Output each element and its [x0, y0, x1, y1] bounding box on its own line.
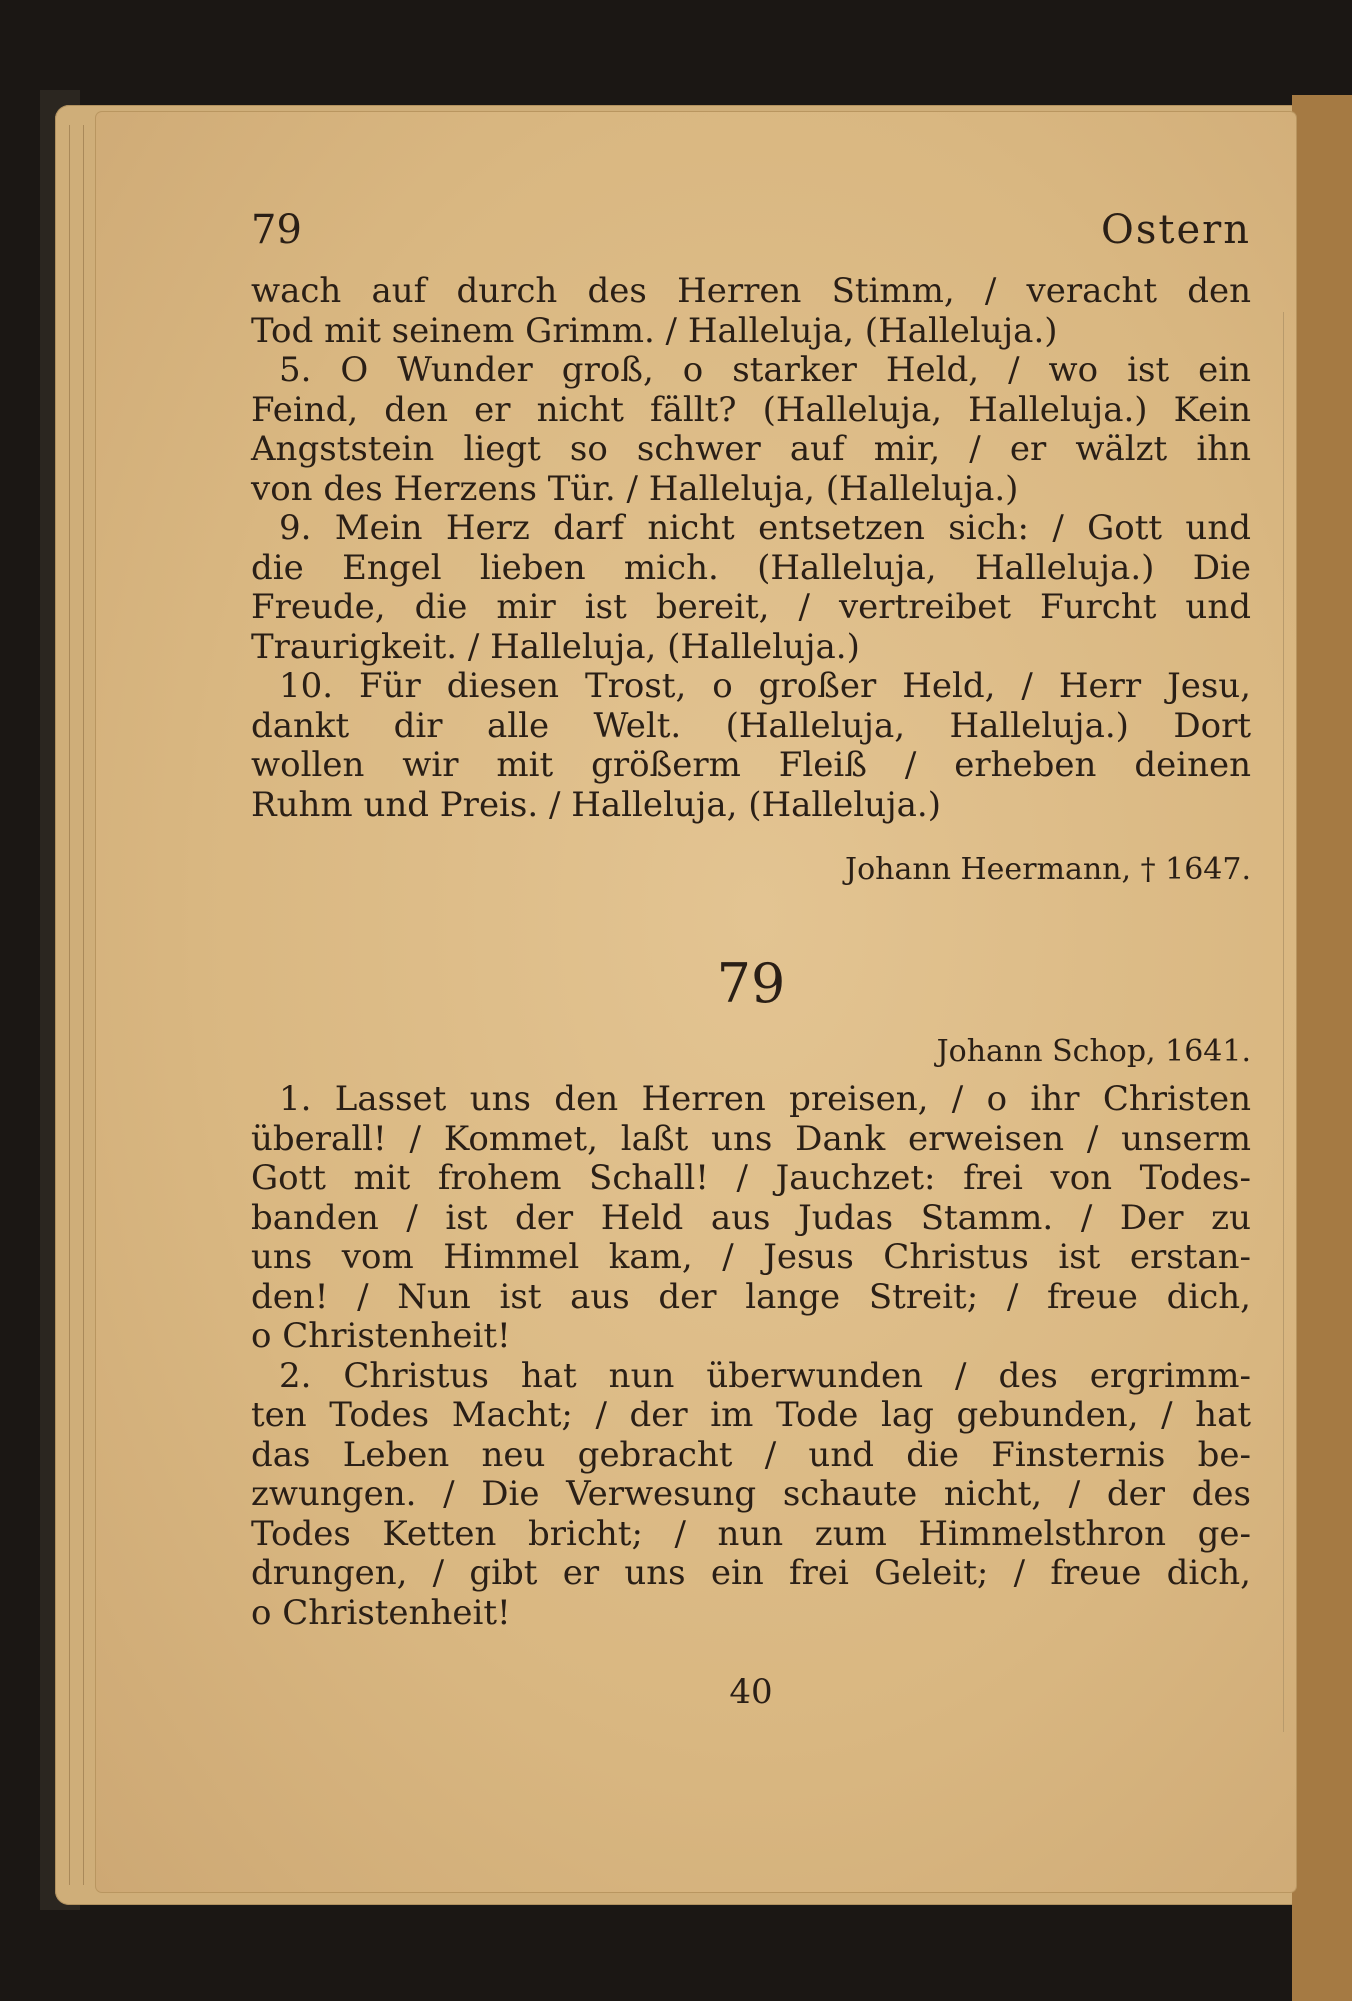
text-line: zwungen. / Die Verwesung schaute nicht, / der des — [251, 1474, 1251, 1514]
text-line: o Christenheit! — [251, 1592, 511, 1633]
text-line: ten Todes Macht; / der im Tode lag gebunden, / hat — [251, 1395, 1251, 1435]
text-line: dankt dir alle Welt. (Halleluja, Halleluja.) Dort — [251, 705, 1251, 746]
text-line: wach auf durch des Herren Stimm, / veracht den — [251, 271, 1251, 311]
text-line: wollen wir mit größerm Fleiß / erheben deinen — [251, 745, 1251, 785]
text-line: uns vom Himmel kam, / Jesus Christus ist erstan- — [251, 1237, 1251, 1277]
text-line: 10. Für diesen Trost, o großer Held, / Herr Jesu, — [279, 666, 1251, 706]
book-binding-edge — [1292, 95, 1352, 2001]
text-line: 1. Lasset uns den Herren preisen, / o ihr Christen — [279, 1079, 1251, 1119]
hymn-1-text — [251, 272, 1251, 825]
text-line: den! / Nun ist aus der lange Streit; / freue dich, — [251, 1276, 1251, 1317]
text-line: Gott mit frohem Schall! / Jauchzet: frei von Todes- — [251, 1158, 1251, 1198]
text-line: 9. Mein Herz darf nicht entsetzen sich: / Gott und — [279, 508, 1251, 548]
page-fold-line — [1283, 312, 1284, 1732]
text-line: Freude, die mir ist bereit, / vertreibet Furcht und — [251, 587, 1251, 627]
text-line: Tod mit seinem Grimm. / Halleluja, (Halleluja.) — [251, 310, 1058, 351]
running-header — [251, 207, 1251, 267]
text-line: das Leben neu gebracht / und die Finsternis be- — [251, 1434, 1251, 1475]
text-line: Todes Ketten bricht; / nun zum Himmelsthron ge- — [251, 1513, 1251, 1554]
page-folio: 40 — [729, 1672, 773, 1712]
hymn-2-number: 79 — [716, 952, 786, 1015]
book-page — [96, 112, 1296, 1892]
hymn-2-composer: Johann Schop, 1641. — [936, 1034, 1251, 1069]
hymn-1-author: Johann Heermann, † 1647. — [845, 852, 1251, 887]
text-line: die Engel lieben mich. (Halleluja, Halleluja.) Die — [251, 547, 1251, 588]
text-line: von des Herzens Tür. / Halleluja, (Halleluja.) — [251, 468, 1019, 509]
text-line: o Christenheit! — [251, 1316, 511, 1356]
section-title: Ostern — [1101, 207, 1251, 253]
text-line: 2. Christus hat nun überwunden / des ergrimm- — [279, 1355, 1251, 1396]
hymn-2-text — [251, 1080, 1251, 1633]
text-line: banden / ist der Held aus Judas Stamm. / Der zu — [251, 1197, 1251, 1238]
text-line: Angststein liegt so schwer auf mir, / er wälzt ihn — [251, 429, 1251, 469]
text-line: Feind, den er nicht fällt? (Halleluja, Halleluja.) Kein — [251, 389, 1251, 430]
text-line: drungen, / gibt er uns ein frei Geleit; / freue dich, — [251, 1553, 1251, 1593]
text-line: Traurigkeit. / Halleluja, (Halleluja.) — [251, 626, 860, 667]
text-line: überall! / Kommet, laßt uns Dank erweisen / unserm — [251, 1118, 1251, 1159]
text-line: 5. O Wunder groß, o starker Held, / wo ist ein — [279, 350, 1251, 390]
text-line: Ruhm und Preis. / Halleluja, (Halleluja.) — [251, 784, 941, 825]
hymn-number-header: 79 — [251, 207, 302, 253]
